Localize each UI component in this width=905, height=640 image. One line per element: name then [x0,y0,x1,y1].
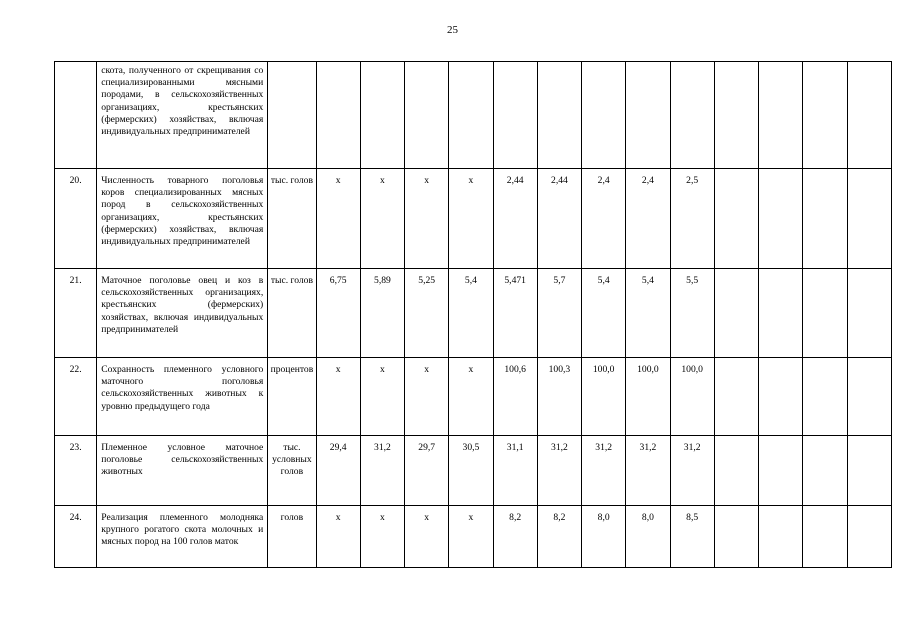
value-cell: 8,0 [626,506,670,568]
value-cell: 6,75 [316,269,360,358]
value-cell: 5,471 [493,269,537,358]
row-number: 23. [55,436,97,506]
value-cell [759,358,803,436]
value-cell [847,436,891,506]
value-cell: 29,7 [405,436,449,506]
value-cell: 2,5 [670,169,714,269]
value-cell [803,169,847,269]
value-cell: 8,5 [670,506,714,568]
value-cell [714,169,758,269]
value-cell: 2,4 [626,169,670,269]
value-cell: 2,44 [537,169,581,269]
value-cell: 5,4 [449,269,493,358]
page-number: 25 [447,24,458,36]
value-cell: 100,0 [626,358,670,436]
indicators-table [54,61,892,568]
value-cell [493,62,537,169]
value-cell [759,506,803,568]
value-cell [759,436,803,506]
value-cell [759,269,803,358]
indicator-name: Реализация племенного молодняка крупного рогатого скота молочных и мясных пород на 100 голов маток [97,506,268,568]
value-cell: х [316,506,360,568]
value-cell [759,62,803,169]
value-cell [626,62,670,169]
value-cell: х [360,358,404,436]
value-cell [803,269,847,358]
value-cell [847,269,891,358]
value-cell [803,62,847,169]
value-cell: 5,4 [626,269,670,358]
value-cell: 29,4 [316,436,360,506]
value-cell: х [449,358,493,436]
value-cell: 5,89 [360,269,404,358]
unit-cell [268,62,316,169]
value-cell: х [449,169,493,269]
value-cell: 5,25 [405,269,449,358]
value-cell: 31,1 [493,436,537,506]
value-cell [803,358,847,436]
value-cell: 8,2 [493,506,537,568]
value-cell [759,169,803,269]
value-cell [847,506,891,568]
value-cell [714,62,758,169]
value-cell [670,62,714,169]
value-cell: 31,2 [670,436,714,506]
value-cell: 31,2 [582,436,626,506]
value-cell [582,62,626,169]
value-cell [360,62,404,169]
value-cell [847,169,891,269]
value-cell [847,62,891,169]
value-cell: 100,0 [582,358,626,436]
value-cell: 100,3 [537,358,581,436]
value-cell [714,269,758,358]
value-cell: х [316,358,360,436]
indicator-name: Сохранность племенного условного маточного поголовья сельскохозяйственных животных к уровню предыдущего года [97,358,268,436]
value-cell: х [405,358,449,436]
value-cell: 31,2 [537,436,581,506]
value-cell: 30,5 [449,436,493,506]
table-row [55,506,892,568]
value-cell: 100,0 [670,358,714,436]
value-cell: 5,4 [582,269,626,358]
table-row [55,62,892,169]
value-cell: х [316,169,360,269]
value-cell: 5,7 [537,269,581,358]
value-cell [847,358,891,436]
value-cell [316,62,360,169]
unit-cell: голов [268,506,316,568]
unit-cell: процентов [268,358,316,436]
unit-cell: тыс. голов [268,169,316,269]
value-cell: 2,44 [493,169,537,269]
value-cell: 8,0 [582,506,626,568]
value-cell: 31,2 [360,436,404,506]
row-number: 21. [55,269,97,358]
value-cell [537,62,581,169]
value-cell: х [449,506,493,568]
value-cell [803,506,847,568]
value-cell: х [360,506,404,568]
table-row [55,269,892,358]
row-number [55,62,97,169]
value-cell [405,62,449,169]
row-number: 24. [55,506,97,568]
value-cell: 8,2 [537,506,581,568]
value-cell [714,358,758,436]
value-cell: 100,6 [493,358,537,436]
row-number: 22. [55,358,97,436]
value-cell [803,436,847,506]
value-cell: х [405,169,449,269]
value-cell [714,436,758,506]
value-cell [714,506,758,568]
unit-cell: тыс. условных голов [268,436,316,506]
value-cell: 31,2 [626,436,670,506]
row-number: 20. [55,169,97,269]
indicator-name: Племенное условное маточное поголовье сельскохозяйственных животных [97,436,268,506]
value-cell: 2,4 [582,169,626,269]
indicator-name: Маточное поголовье овец и коз в сельскохозяйственных организациях, крестьянских (фермерских) хозяйствах, включая индивидуальных предпринимателей [97,269,268,358]
indicator-name: Численность товарного поголовья коров специализированных мясных пород в сельскохозяйственных организациях, крестьянских (фермерских) хозяйствах, включая индивидуальных предпринимателей [97,169,268,269]
indicator-name: скота, полученного от скрещивания со специализированными мясными породами, в сельскохозяйственных организациях, крестьянских (фермерских) хозяйствах, включая индивидуальных предпринимателей [97,62,268,169]
value-cell: 5,5 [670,269,714,358]
unit-cell: тыс. голов [268,269,316,358]
value-cell: х [405,506,449,568]
value-cell: х [360,169,404,269]
value-cell [449,62,493,169]
table-row [55,169,892,269]
table-row [55,436,892,506]
table-row [55,358,892,436]
